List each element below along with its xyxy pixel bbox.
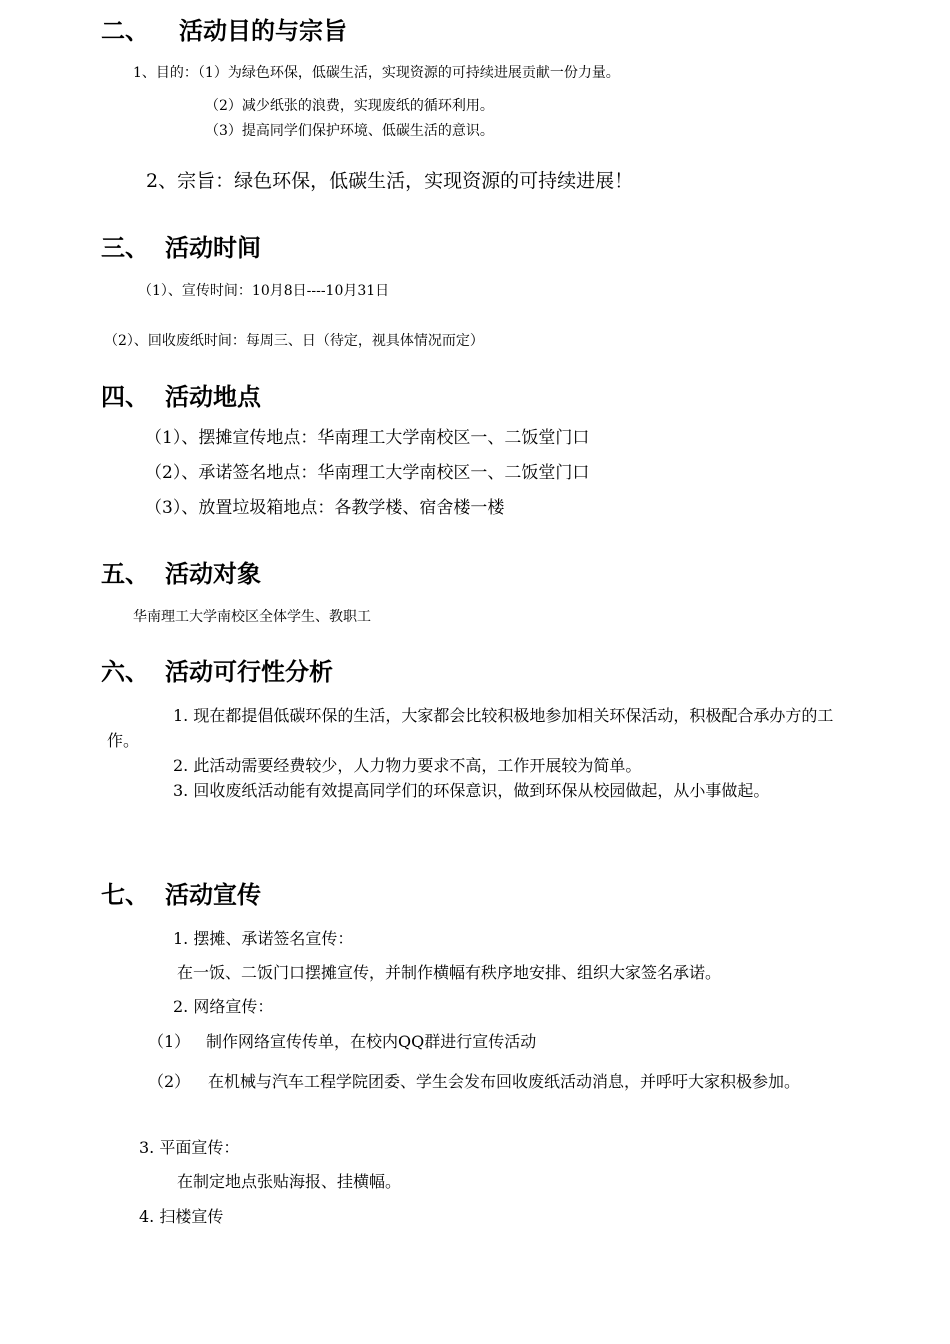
feasibility-paragraph-1: 1. 现在都提倡低碳环保的生活，大家都会比较积极地参加相关环保活动，积极配合承办方的工作。 <box>107 706 834 750</box>
section-6-heading <box>101 657 333 687</box>
section-2-heading <box>101 16 347 46</box>
location-item-1: （1）、摆摊宣传地点：华南理工大学南校区一、二饭堂门口 <box>145 428 590 448</box>
purpose-item-1: 1、目的：（1）为绿色环保，低碳生活，实现资源的可持续进展贡献一份力量。 <box>133 65 620 81</box>
section-4-number: 四、 <box>101 383 149 411</box>
location-item-2: （2）、承诺签名地点：华南理工大学南校区一、二饭堂门口 <box>145 463 590 483</box>
feasibility-paragraph-2: 2. 此活动需要经费较少，人力物力要求不高，工作开展较为简单。 <box>173 756 642 775</box>
purpose-item-3: （3）提高同学们保护环境、低碳生活的意识。 <box>205 123 494 139</box>
target-audience-text: 华南理工大学南校区全体学生、教职工 <box>133 609 371 625</box>
sub-item-number: （2） <box>148 1072 191 1091</box>
feasibility-paragraph-3: 3. 回收废纸活动能有效提高同学们的环保意识，做到环保从校园做起，从小事做起。 <box>173 781 770 800</box>
section-6-number: 六、 <box>101 658 149 686</box>
promotion-item-1-text: 在一饭、二饭门口摆摊宣传，并制作横幅有秩序地安排、组织大家签名承诺。 <box>177 963 722 982</box>
promotion-item-2-sub-2 <box>103 1064 849 1100</box>
section-2-title: 活动目的与宗旨 <box>179 17 347 45</box>
promotion-item-4: 4. 扫楼宣传 <box>139 1207 224 1226</box>
sub-item-text: 在机械与汽车工程学院团委、学生会发布回收废纸活动消息，并呼吁大家积极参加。 <box>208 1072 801 1091</box>
section-2-number: 二、 <box>101 17 149 45</box>
section-7-heading <box>101 880 261 910</box>
section-6-title: 活动可行性分析 <box>165 658 333 686</box>
promotion-item-3-text: 在制定地点张贴海报、挂横幅。 <box>177 1172 402 1191</box>
section-4-heading <box>101 382 261 412</box>
section-3-heading <box>101 233 261 263</box>
section-7-number: 七、 <box>101 881 149 909</box>
sub-item-text: 制作网络宣传传单，在校内QQ群进行宣传活动 <box>206 1032 537 1051</box>
promotion-item-2: 2. 网络宣传： <box>173 997 274 1016</box>
promotion-item-2-sub-1 <box>148 1030 536 1054</box>
section-5-number: 五、 <box>101 560 149 588</box>
section-3-title: 活动时间 <box>165 234 261 262</box>
section-5-title: 活动对象 <box>165 560 261 588</box>
purpose-item-2: （2）减少纸张的浪费，实现废纸的循环利用。 <box>205 98 494 114</box>
time-item-1: （1）、宣传时间：10月8日----10月31日 <box>138 283 390 299</box>
section-7-title: 活动宣传 <box>165 881 261 909</box>
promotion-item-3: 3. 平面宣传： <box>139 1138 240 1157</box>
section-3-number: 三、 <box>101 234 149 262</box>
tenet-text: 2、宗旨：绿色环保，低碳生活，实现资源的可持续进展！ <box>146 170 634 192</box>
section-5-heading <box>101 559 261 589</box>
location-item-3: （3）、放置垃圾箱地点：各教学楼、宿舍楼一楼 <box>145 498 505 518</box>
time-item-2: （2）、回收废纸时间：每周三、日（待定，视具体情况而定） <box>104 333 484 349</box>
promotion-item-1: 1. 摆摊、承诺签名宣传： <box>173 929 354 948</box>
sub-item-number: （1） <box>148 1032 191 1051</box>
section-4-title: 活动地点 <box>165 383 261 411</box>
